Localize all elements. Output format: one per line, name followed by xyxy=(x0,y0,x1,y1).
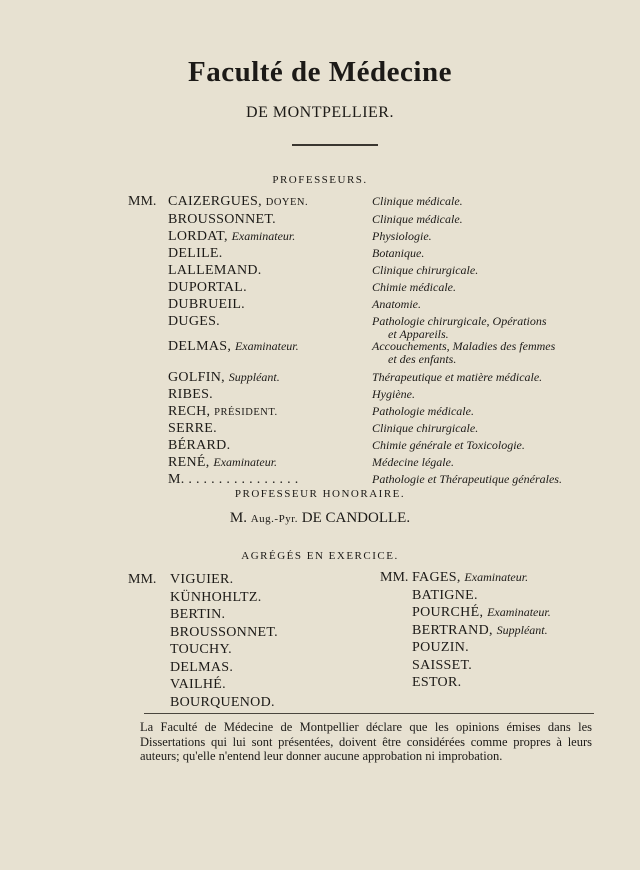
agrege-surname: VAILHÉ. xyxy=(170,677,226,692)
agrege-name xyxy=(170,677,226,693)
page-subtitle: DE MONTPELLIER. xyxy=(246,104,394,121)
professor-chair: Médecine légale. xyxy=(372,455,454,469)
professor-name: GOLFIN, Suppléant. xyxy=(168,370,280,385)
agrege-name: FAGES, Examinateur. xyxy=(412,570,529,585)
agrege-surname: BOURQUENOD. xyxy=(170,695,275,710)
professor-surname: LORDAT xyxy=(168,229,224,244)
professor-chair: Physiologie. xyxy=(372,229,432,243)
agrege-surname: ESTOR. xyxy=(412,675,462,690)
professor-name xyxy=(168,387,213,403)
professor-chair: Hygiène. xyxy=(372,387,415,401)
professor-surname: DUGES. xyxy=(168,314,220,329)
professor-name: CAIZERGUES, DOYEN. xyxy=(168,194,309,209)
honoraire-name: DE CANDOLLE. xyxy=(301,510,411,526)
page-title: Faculté de Médecine xyxy=(188,56,452,88)
agrege-surname: BERTIN. xyxy=(170,607,226,622)
agrege-name xyxy=(170,572,233,588)
agrege-surname: BROUSSONNET. xyxy=(170,625,278,640)
agrege-surname: POURCHÉ xyxy=(412,605,480,620)
professor-name xyxy=(168,263,262,279)
professor-chair: Clinique chirurgicale. xyxy=(372,421,479,435)
professor-surname: GOLFIN xyxy=(168,370,222,385)
professor-role: Examinateur. xyxy=(231,229,296,243)
professor-name xyxy=(168,297,245,313)
agreges-prefix-left: MM. xyxy=(128,572,157,587)
agrege-surname: POUZIN. xyxy=(412,640,469,655)
professor-surname: LALLEMAND. xyxy=(168,263,262,278)
agreges-prefix-right: MM. xyxy=(380,570,409,585)
agrege-surname: BATIGNE. xyxy=(412,588,478,603)
professor-surname: RENÉ xyxy=(168,455,206,470)
agrege-surname: VIGUIER. xyxy=(170,572,234,587)
professor-surname: SERRE. xyxy=(168,421,217,436)
professor-chair-continued: et des enfants. xyxy=(388,352,457,366)
agrege-name: BERTRAND, Suppléant. xyxy=(412,623,548,638)
agrege-name xyxy=(170,695,275,711)
agrege-role: Suppléant. xyxy=(496,623,548,637)
professor-surname: M. . . . . . . . . . . . . . . . xyxy=(168,472,299,487)
agrege-surname: BERTRAND xyxy=(412,623,490,638)
professor-chair: Thérapeutique et matière médicale. xyxy=(372,370,543,384)
professor-chair: Botanique. xyxy=(372,246,425,260)
agrege-surname: FAGES xyxy=(412,570,457,585)
professor-surname: DELMAS xyxy=(168,339,228,354)
agrege-name xyxy=(412,675,461,691)
professeurs-heading: PROFESSEURS. xyxy=(272,174,368,186)
agrege-name xyxy=(170,590,262,606)
professor-role: Examinateur. xyxy=(213,455,278,469)
honoraire-given-names: Aug.-Pyr. xyxy=(250,513,299,525)
professor-chair: Anatomie. xyxy=(372,297,421,311)
professor-name xyxy=(168,438,230,454)
disclaimer-note: La Faculté de Médecine de Montpellier déclare que les opinions émises dans les Dissertations qui lui sont présentées, doivent être considérées comme propres à leurs auteurs; qu'elle n'entend leur donner aucune approbation ni improbation. xyxy=(140,720,592,763)
professor-chair-continued: et Appareils. xyxy=(388,327,449,341)
agrege-name xyxy=(412,588,478,604)
agrege-name xyxy=(170,660,233,676)
professor-name: RECH, PRÉSIDENT. xyxy=(168,404,278,419)
agrege-name xyxy=(412,640,469,656)
agrege-name xyxy=(412,658,472,674)
professor-surname: BÉRARD. xyxy=(168,438,231,453)
footer-divider xyxy=(144,713,594,714)
professor-surname: RECH xyxy=(168,404,207,419)
professor-name xyxy=(168,212,276,228)
professor-role: PRÉSIDENT. xyxy=(214,407,278,418)
professor-chair: Clinique médicale. xyxy=(372,212,463,226)
professor-chair: Clinique chirurgicale. xyxy=(372,263,479,277)
agrege-role: Examinateur. xyxy=(487,605,551,619)
professor-chair: Accouchements, Maladies des femmes xyxy=(372,339,556,353)
professor-surname: DUPORTAL. xyxy=(168,280,247,295)
agrege-surname: TOUCHY. xyxy=(170,642,232,657)
agrege-name xyxy=(170,607,225,623)
professor-name xyxy=(168,246,223,262)
professor-surname: DUBRUEIL. xyxy=(168,297,245,312)
professor-surname: CAIZERGUES xyxy=(168,194,259,209)
professor-name xyxy=(168,280,247,296)
agrege-name: POURCHÉ, Examinateur. xyxy=(412,605,551,620)
professor-name: DELMAS, Examinateur. xyxy=(168,339,299,354)
honoraire-prefix: M. xyxy=(229,510,247,526)
professor-role: Examinateur. xyxy=(234,339,299,353)
honoraire-heading: PROFESSEUR HONORAIRE. xyxy=(234,488,406,500)
agrege-surname: DELMAS. xyxy=(170,660,234,675)
agrege-surname: SAISSET. xyxy=(412,658,473,673)
professor-chair: Clinique médicale. xyxy=(372,194,463,208)
professor-name: RENÉ, Examinateur. xyxy=(168,455,278,470)
title-divider xyxy=(292,144,378,146)
professor-chair: Pathologie chirurgicale, Opérations xyxy=(372,314,547,328)
professor-chair: Chimie médicale. xyxy=(372,280,456,294)
agrege-role: Examinateur. xyxy=(464,570,529,584)
professeurs-prefix: MM. xyxy=(128,194,157,209)
professor-chair: Pathologie et Thérapeutique générales. xyxy=(372,472,562,486)
professor-surname: RIBES. xyxy=(168,387,213,402)
professor-name xyxy=(168,472,299,488)
agrege-name xyxy=(170,625,278,641)
honoraire-entry xyxy=(0,510,640,527)
professor-surname: BROUSSONNET. xyxy=(168,212,276,227)
agrege-name xyxy=(170,642,232,658)
professor-name xyxy=(168,314,220,330)
professor-role: Suppléant. xyxy=(228,370,280,384)
professor-role: DOYEN. xyxy=(265,197,309,208)
professor-name: LORDAT, Examinateur. xyxy=(168,229,296,244)
professor-chair: Chimie générale et Toxicologie. xyxy=(372,438,525,452)
professor-chair: Pathologie médicale. xyxy=(372,404,474,418)
professor-name xyxy=(168,421,217,437)
agrege-surname: KÜNHOHLTZ. xyxy=(170,590,262,605)
professor-surname: DELILE. xyxy=(168,246,223,261)
agreges-heading: AGRÉGÉS EN EXERCICE. xyxy=(241,550,399,562)
